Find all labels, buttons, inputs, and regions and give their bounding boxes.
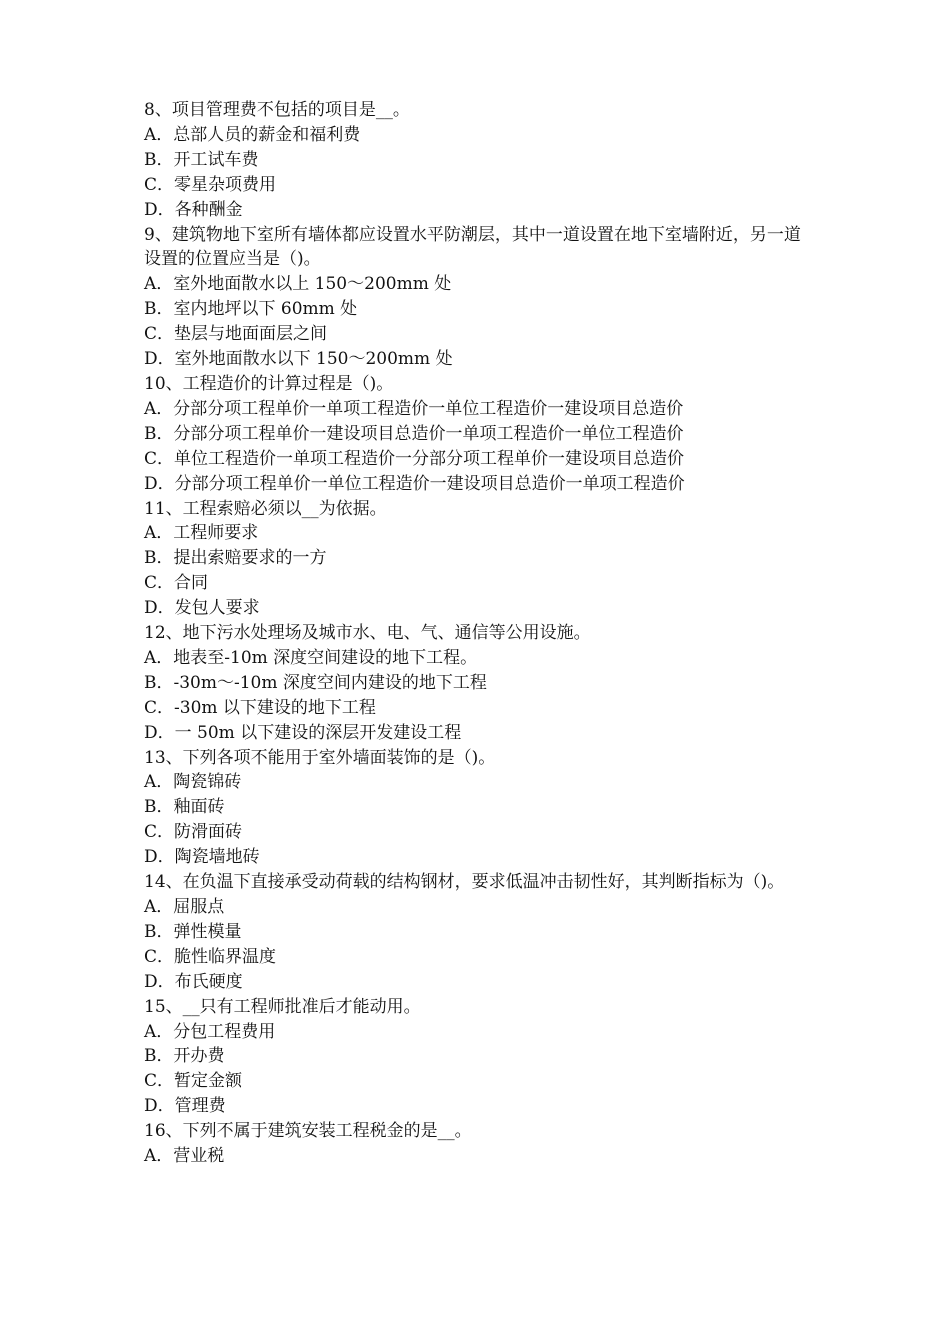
question-11 bbox=[144, 497, 814, 622]
option-a: A．工程师要求 bbox=[144, 523, 259, 544]
question-8 bbox=[144, 98, 814, 223]
question-stem: 12、地下污水处理场及城市水、电、气、通信等公用设施。 bbox=[144, 623, 591, 644]
option-b: B．提出索赔要求的一方 bbox=[144, 548, 327, 569]
option-d: D．一 50m 以下建设的深层开发建设工程 bbox=[144, 722, 462, 743]
option-b: B．分部分项工程单价一建设项目总造价一单项工程造价一单位工程造价 bbox=[144, 423, 684, 444]
option-a: A．分包工程费用 bbox=[144, 1021, 276, 1042]
option-c: C．垫层与地面面层之间 bbox=[144, 324, 328, 345]
question-13 bbox=[144, 746, 814, 871]
question-stem: 9、建筑物地下室所有墙体都应设置水平防潮层，其中一道设置在地下室墙附近，另一道设置的位置应当是（)。 bbox=[144, 224, 801, 270]
question-9 bbox=[144, 223, 814, 372]
option-d: D．发包人要求 bbox=[144, 598, 260, 619]
option-a: A．地表至-10m 深度空间建设的地下工程。 bbox=[144, 647, 478, 668]
option-c: C．合同 bbox=[144, 573, 209, 594]
option-c: C．单位工程造价一单项工程造价一分部分项工程单价一建设项目总造价 bbox=[144, 448, 685, 469]
option-b: B．弹性模量 bbox=[144, 921, 242, 942]
question-stem: 11、工程索赔必须以__为依据。 bbox=[144, 498, 387, 519]
option-d: D．各种酬金 bbox=[144, 199, 243, 220]
option-a: A．室外地面散水以上 150～200mm 处 bbox=[144, 274, 452, 295]
option-d: D．管理费 bbox=[144, 1096, 226, 1117]
question-10 bbox=[144, 372, 814, 497]
option-d: D．室外地面散水以下 150～200mm 处 bbox=[144, 349, 453, 370]
question-list bbox=[144, 98, 814, 1169]
option-a: A．屈服点 bbox=[144, 897, 225, 917]
option-b: B．釉面砖 bbox=[144, 797, 225, 818]
option-a: A．总部人员的薪金和福利费 bbox=[144, 124, 361, 145]
question-14 bbox=[144, 870, 814, 995]
option-d: D．分部分项工程单价一单位工程造价一建设项目总造价一单项工程造价 bbox=[144, 473, 685, 494]
option-c: C．脆性临界温度 bbox=[144, 946, 277, 967]
option-d: D．布氏硬度 bbox=[144, 971, 243, 992]
option-b: B．开工试车费 bbox=[144, 149, 259, 170]
option-c: C．暂定金额 bbox=[144, 1071, 243, 1092]
option-b: B．开办费 bbox=[144, 1046, 225, 1067]
question-16 bbox=[144, 1119, 814, 1169]
question-stem: 14、在负温下直接承受动荷载的结构钢材，要求低温冲击韧性好，其判断指标为（)。 bbox=[144, 872, 785, 893]
option-c: C．-30m 以下建设的地下工程 bbox=[144, 697, 376, 718]
option-a: A．营业税 bbox=[144, 1146, 225, 1167]
option-a: A．陶瓷锦砖 bbox=[144, 772, 242, 793]
question-stem: 10、工程造价的计算过程是（)。 bbox=[144, 373, 394, 394]
question-12 bbox=[144, 621, 814, 746]
option-c: C．防滑面砖 bbox=[144, 822, 243, 843]
question-stem: 16、下列不属于建筑安装工程税金的是__。 bbox=[144, 1121, 472, 1142]
question-stem: 8、项目管理费不包括的项目是__。 bbox=[144, 100, 410, 120]
option-a: A．分部分项工程单价一单项工程造价一单位工程造价一建设项目总造价 bbox=[144, 398, 684, 419]
question-15 bbox=[144, 995, 814, 1120]
option-d: D．陶瓷墙地砖 bbox=[144, 847, 260, 868]
option-b: B．室内地坪以下 60mm 处 bbox=[144, 299, 358, 320]
option-c: C．零星杂项费用 bbox=[144, 174, 277, 195]
option-b: B．-30m～-10m 深度空间内建设的地下工程 bbox=[144, 672, 487, 693]
question-stem: 15、__只有工程师批准后才能动用。 bbox=[144, 996, 421, 1017]
question-stem: 13、下列各项不能用于室外墙面装饰的是（)。 bbox=[144, 747, 496, 768]
